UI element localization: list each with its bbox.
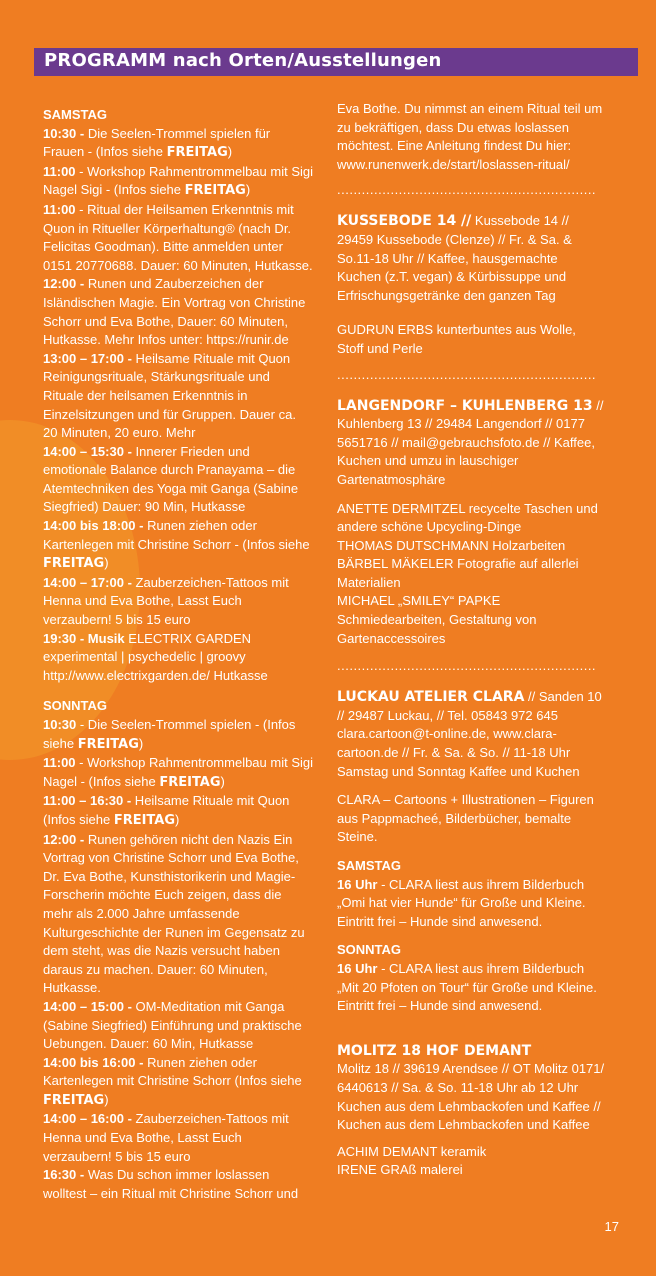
luckau-sunday-event [337, 960, 605, 1016]
event-time: 14:00 – 16:00 - [43, 1111, 132, 1127]
sunday-event-list [43, 716, 313, 1203]
continuation-text: Eva Bothe. Du nimmst an einem Ritual teil um zu bekräftigen, dass Du etwas loslassen möchtest. Eine Anleitung findest Du hier: www.runenwerk.de/start/loslassen-ritual/ [337, 101, 603, 172]
artist-entry: IRENE GRAß malerei [337, 1162, 463, 1178]
event-time: 11:00 – 16:30 - [43, 793, 132, 809]
venue-title-molitz: MOLITZ 18 HOF DEMANT [337, 1042, 532, 1059]
venue-langendorf [337, 397, 605, 490]
event-description: Die Seelen-Trommel spielen für Frauen - (Infos siehe [43, 125, 271, 160]
event-time: 14:00 bis 16:00 - [43, 1054, 144, 1070]
event-description: - Ritual der Heilsamen Erkenntnis mit Quon in Ritueller Körperhaltung® (nach Dr. Felicitas Goodman). Bitte anmelden unter 0151 20770688. Dauer: 60 Minuten, Hutkasse. [43, 201, 313, 273]
event-time: 14:00 – 17:00 - [43, 574, 132, 590]
event-entry [43, 1166, 313, 1203]
event-time: 14:00 bis 18:00 - [43, 518, 144, 534]
event-time: 10:30 [43, 717, 77, 732]
event-description: Runen ziehen oder Kartenlegen mit Christine Schorr (Infos siehe [43, 1054, 302, 1089]
event-entry [43, 443, 313, 517]
venue-title-langendorf: LANGENDORF – KUHLENBERG 13 [337, 397, 593, 414]
event-description: Runen gehören nicht den Nazis Ein Vortrag von Christine Schorr und Eva Bothe, Dr. Eva Bothe, Kunsthistorikerin und Magie-Forscherin möchte Euch zeigen, dass die mehr als 2.000 Jahre umfassende Kulturgeschichte der Runen im Gegensatz zu dem steht, was die Nazis versucht haben daraus zu machen. Dauer: 60 Minuten, Hutkasse. [43, 831, 305, 996]
event-suffix: ) [104, 555, 109, 571]
saturday-event-list [43, 125, 313, 686]
day-heading-saturday: SAMSTAG [43, 107, 108, 122]
event-entry [43, 574, 313, 630]
event-description: Zauberzeichen-Tattoos mit Henna und Eva Bothe, Lasst Euch verzaubern! 5 bis 15 euro [43, 1111, 289, 1164]
luckau-saturday-event [337, 876, 605, 932]
event-entry [43, 630, 313, 686]
event-time: 14:00 – 15:00 - [43, 998, 132, 1014]
left-column [43, 106, 313, 1203]
venue-title-luckau: LUCKAU ATELIER CLARA [337, 689, 525, 706]
event-text: - CLARA liest aus ihrem Bilderbuch „Omi hat vier Hunde“ für Große und Kleine. Eintritt frei – Hunde sind anwesend. [337, 876, 586, 929]
event-reference: FREITAG [43, 556, 105, 572]
event-suffix: ) [104, 1091, 109, 1107]
event-entry [43, 792, 313, 830]
langendorf-artist-list [337, 500, 605, 649]
section-title: PROGRAMM nach Orten/Ausstellungen [44, 50, 442, 71]
event-time: 12:00 - [43, 831, 85, 847]
event-entry [43, 350, 313, 443]
event-entry [43, 754, 313, 792]
venue-info-luckau: // Sanden 10 // 29487 Luckau, // Tel. 05843 972 645 clara.cartoon@t-online.de, www.clara-cartoon.de // Fr. & Sa. & So. // 11-18 Uhr Samstag und Sonntag Kaffee und Kuchen [337, 689, 602, 779]
event-entry [43, 125, 313, 163]
artist-entry: ANETTE DERMITZEL recycelte Taschen und andere schöne Upcycling-Dinge [337, 500, 598, 535]
dotted-separator: ............................................................... [337, 658, 597, 674]
event-entry [43, 1054, 313, 1111]
event-suffix: ) [138, 735, 144, 751]
venue-title-kussebode: KUSSEBODE 14 // [337, 213, 472, 230]
event-description: OM-Meditation mit Ganga (Sabine Siegfried) Einführung und praktische Uebungen. Dauer: 60 Min, Hutkasse [43, 998, 302, 1052]
venue-info-langendorf: // Kuhlenberg 13 // 29484 Langendorf // 0177 5651716 // mail@gebrauchsfoto.de // Kaffee, Kuchen und umzu in lauschiger Gartenatmosphäre [337, 397, 604, 487]
event-time: 11:00 [43, 755, 76, 771]
venue-kussebode [337, 212, 605, 305]
event-time: 11:00 [43, 201, 76, 217]
event-reference: FREITAG [43, 1092, 105, 1108]
event-reference: FREITAG [159, 774, 221, 790]
event-suffix: ) [220, 773, 225, 789]
event-suffix: ) [175, 811, 180, 827]
venue-info-kussebode: Kussebode 14 // 29459 Kussebode (Clenze) // Fr. & Sa. & So.11-18 Uhr // Kaffee, hausgemachte Kuchen (z.T. vegan) & Kürbissuppe und Erfrischungsgetränke den ganzen Tag [337, 213, 572, 303]
day-heading-sunday-luckau: SONNTAG [337, 942, 402, 958]
event-suffix: ) [245, 182, 251, 198]
event-time: 13:00 – 17:00 - [43, 350, 132, 366]
event-description: - Die Seelen-Trommel spielen - (Infos siehe [43, 717, 296, 751]
event-entry [43, 716, 313, 754]
event-description: Heilsame Rituale mit Quon Reinigungsrituale, Stärkungsrituale und Rituale der heilsamen Erkenntnis in Einzelsitzungen und für Gruppen. Dauer ca. 20 Minuten, 20 euro. Mehr [43, 350, 296, 441]
event-description: - Workshop Rahmentrommelbau mit Sigi Nagel - (Infos siehe [43, 755, 313, 789]
event-suffix: ) [227, 144, 233, 160]
event-description: Zauberzeichen-Tattoos mit Henna und Eva Bothe, Lasst Euch verzaubern! 5 bis 15 euro [43, 574, 289, 628]
dotted-separator: ............................................................... [337, 366, 597, 382]
event-entry [43, 831, 313, 998]
event-time: 14:00 – 15:30 - [43, 443, 132, 459]
event-description: ELECTRIX GARDEN experimental | psychedelic | groovy http://www.electrixgarden.de/ Hutkasse [43, 630, 268, 683]
event-time: 16 Uhr [337, 876, 378, 892]
event-time: 19:30 - Musik [43, 630, 125, 646]
event-time: 11:00 [43, 163, 76, 179]
event-text: - CLARA liest aus ihrem Bilderbuch „Mit 20 Pfoten on Tour“ für Große und Kleine. Eintritt frei – Hunde sind anwesend. [337, 960, 597, 1014]
artist-entry: MICHAEL „SMILEY“ PAPKE Schmiedearbeiten, Gestaltung von Gartenaccessoires [337, 593, 537, 646]
molitz-artist-list [337, 1143, 605, 1180]
event-description: Was Du schon immer loslassen wolltest – ein Ritual mit Christine Schorr und [43, 1167, 299, 1201]
event-entry [43, 517, 313, 574]
dotted-separator: ............................................................... [337, 182, 597, 198]
section-header [34, 48, 638, 76]
event-reference: FREITAG [113, 812, 176, 828]
event-description: Runen ziehen oder Kartenlegen mit Christine Schorr - (Infos siehe [43, 518, 310, 552]
venue-luckau [337, 688, 605, 781]
event-time: 16:30 - [43, 1167, 85, 1183]
artist-entry: ACHIM DEMANT keramik [337, 1143, 487, 1159]
artist-entry: THOMAS DUTSCHMANN Holzarbeiten [337, 537, 566, 553]
event-description: - Workshop Rahmentrommelbau mit Sigi Nagel Sigi - (Infos siehe [43, 163, 313, 198]
day-heading-sunday: SONNTAG [43, 698, 108, 714]
artist-entry: GUDRUN ERBS kunterbuntes aus Wolle, Stoff und Perle [337, 322, 576, 356]
event-description: Innerer Frieden und emotionale Balance durch Pranayama – die Atemtechniken des Yoga mit Ganga (Sabine Siegfried) Dauer: 90 Min, Hutkasse [43, 443, 299, 515]
event-reference: FREITAG [77, 736, 139, 752]
venue-info-molitz: Molitz 18 // 39619 Arendsee // OT Molitz 0171/ 6440613 // Sa. & So. 11-18 Uhr ab 12 Uhr Kuchen aus dem Lehmbackofen und Kaffee // Kuchen aus dem Lehmbackofen und Kaffee [337, 1061, 605, 1133]
artist-entry: BÄRBEL MÄKELER Fotografie auf allerlei Materialien [337, 556, 579, 590]
venue-description: CLARA – Cartoons + Illustrationen – Figuren aus Pappmacheé, Bilderbücher, bemalte Steine. [337, 792, 594, 845]
event-entry [43, 163, 313, 201]
event-time: 16 Uhr [337, 960, 378, 976]
event-time: 12:00 - [43, 276, 85, 292]
event-reference: FREITAG [166, 145, 228, 161]
event-description: Runen und Zauberzeichen der Isländischen Magie. Ein Vortrag von Christine Schorr und Eva Bothe, Dauer: 60 Minuten, Hutkasse. Mehr Infos unter: https://runir.de [43, 276, 306, 348]
event-reference: FREITAG [184, 183, 246, 199]
event-time: 10:30 - [43, 125, 85, 141]
right-column [337, 100, 605, 1180]
day-heading-saturday-luckau: SAMSTAG [337, 858, 402, 873]
event-entry [43, 275, 313, 349]
page-number: 17 [604, 1219, 619, 1234]
event-description: Heilsame Rituale mit Quon (Infos siehe [43, 793, 290, 827]
event-entry [43, 1110, 313, 1166]
event-entry [43, 998, 313, 1054]
event-entry [43, 201, 313, 275]
